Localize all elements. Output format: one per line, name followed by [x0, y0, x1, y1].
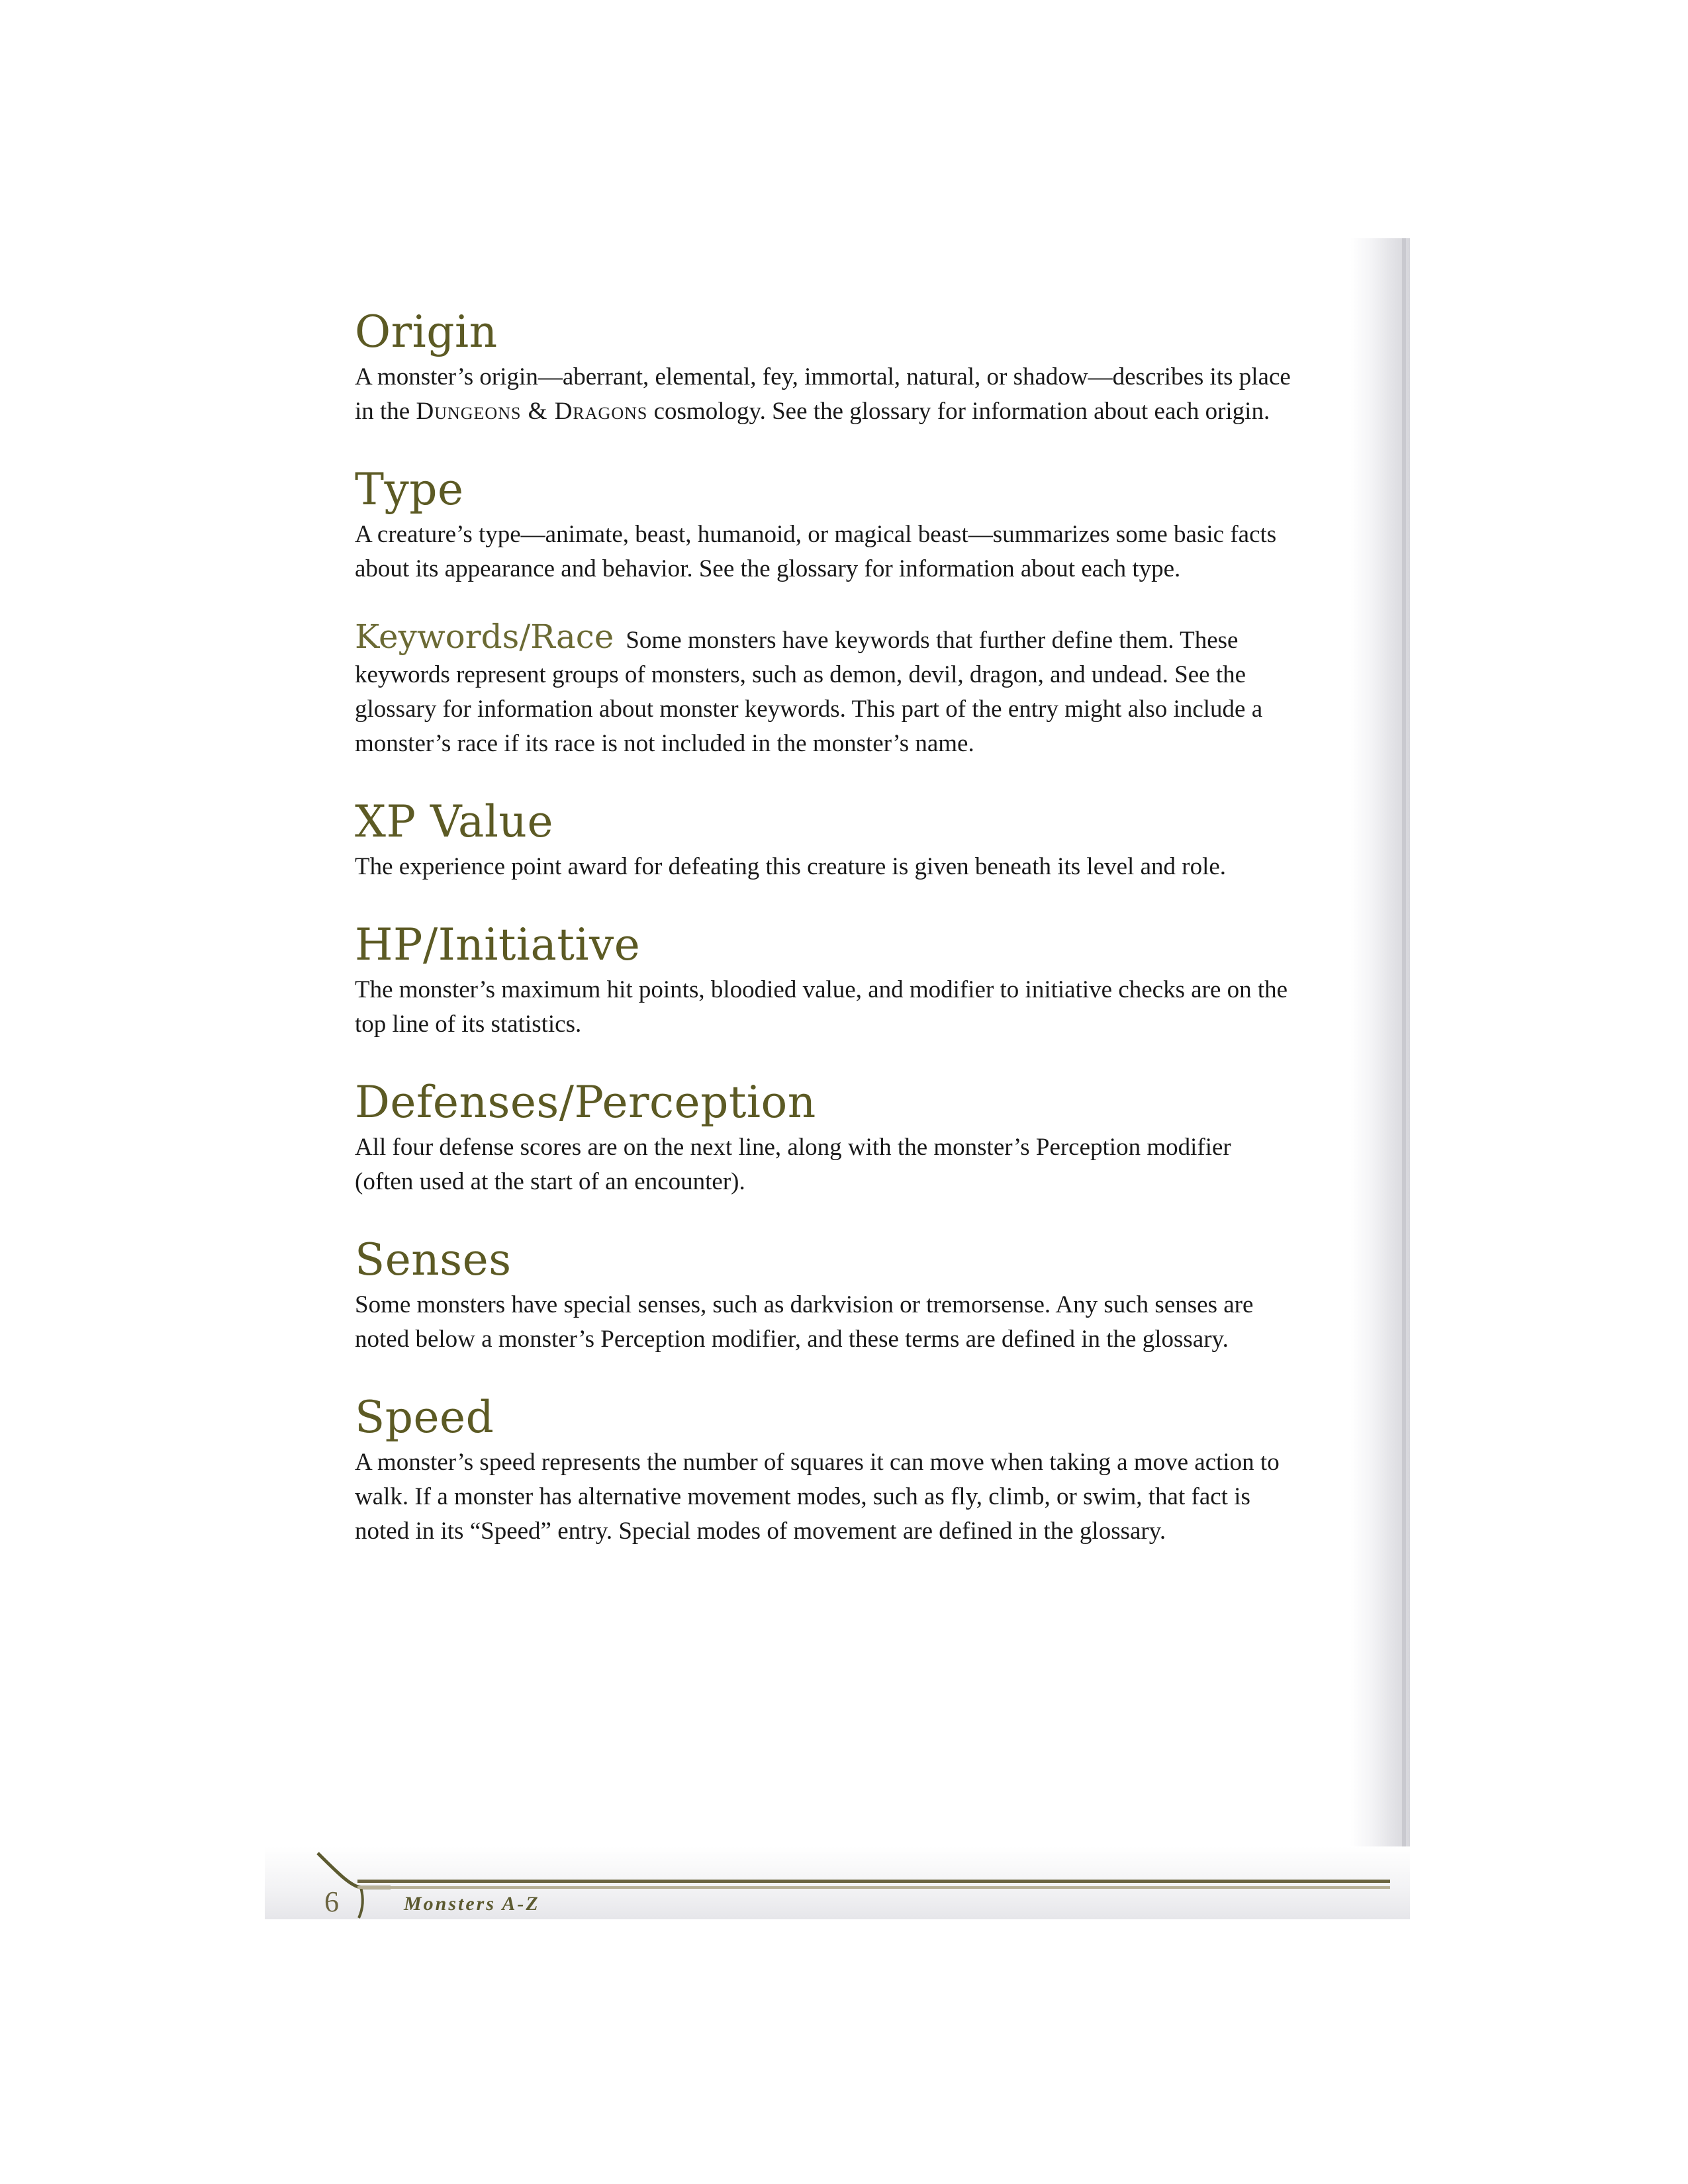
page-content: [355, 304, 1295, 1582]
body-text-part: A monster’s origin—aberrant, elemental, fey, immortal, natural, or shadow—describes its place in the: [355, 363, 1291, 425]
section-speed: [355, 1390, 1295, 1549]
section-heading: XP Value: [355, 796, 554, 847]
section-heading: Origin: [355, 306, 498, 357]
section-body: Some monsters have special senses, such as darkvision or tremorsense. Any such senses are noted below a monster’s Perception modifier, and these terms are defined in the glossary.: [355, 1291, 1254, 1353]
section-heading: HP/Initiative: [355, 919, 641, 970]
page-edge-shadow: [1350, 238, 1410, 1913]
footer-title: Monsters A-Z: [404, 1893, 540, 1915]
section-body: [355, 360, 1295, 429]
section-defenses-perception: [355, 1075, 1295, 1199]
page-edge-line: [1402, 238, 1406, 1913]
section-inline-heading: Keywords/Race: [355, 617, 614, 656]
section-heading: Type: [355, 464, 464, 515]
section-body: A monster’s speed represents the number of squares it can move when taking a move action to walk. If a monster has alternative movement modes, such as fly, climb, or swim, that fact is noted in its “Speed” entry. Special modes of movement are defined in the glossary.: [355, 1449, 1280, 1545]
footer-rule: [357, 1880, 1390, 1883]
section-heading: Speed: [355, 1392, 494, 1443]
section-hp-initiative: [355, 917, 1295, 1042]
section-body: A creature’s type—animate, beast, humanoid, or magical beast—summarizes some basic facts about its appearance and behavior. See the glossary for information about each type.: [355, 521, 1277, 582]
game-title-smallcaps: Dungeons & Dragons: [416, 398, 648, 425]
section-type: [355, 462, 1295, 586]
section-body: The monster’s maximum hit points, bloodied value, and modifier to initiative checks are on the top line of its statistics.: [355, 976, 1288, 1038]
section-origin: [355, 304, 1295, 429]
section-keywords-race: [355, 619, 1295, 761]
section-heading: Defenses/Perception: [355, 1077, 816, 1128]
section-heading: Senses: [355, 1234, 512, 1285]
section-body: The experience point award for defeating this creature is given beneath its level and role.: [355, 853, 1227, 880]
page-number: 6: [324, 1886, 339, 1918]
section-body: [355, 619, 1295, 761]
branch-ornament-icon: [311, 1846, 391, 1919]
footer-rule-shadow: [357, 1886, 1390, 1889]
body-text-part: Some monsters have keywords that further define them. These keywords represent groups of monsters, such as demon, devil, dragon, and undead. See the glossary for information about monster keywords. This part of the entry might also include a monster’s race if its race is not included in the monster’s name.: [355, 627, 1263, 757]
section-senses: [355, 1232, 1295, 1357]
page-footer: [265, 1840, 1417, 1919]
section-body: All four defense scores are on the next line, along with the monster’s Perception modifier (often used at the start of an encounter).: [355, 1134, 1231, 1195]
section-xp-value: [355, 794, 1295, 884]
body-text-part: cosmology. See the glossary for information about each origin.: [647, 398, 1270, 425]
